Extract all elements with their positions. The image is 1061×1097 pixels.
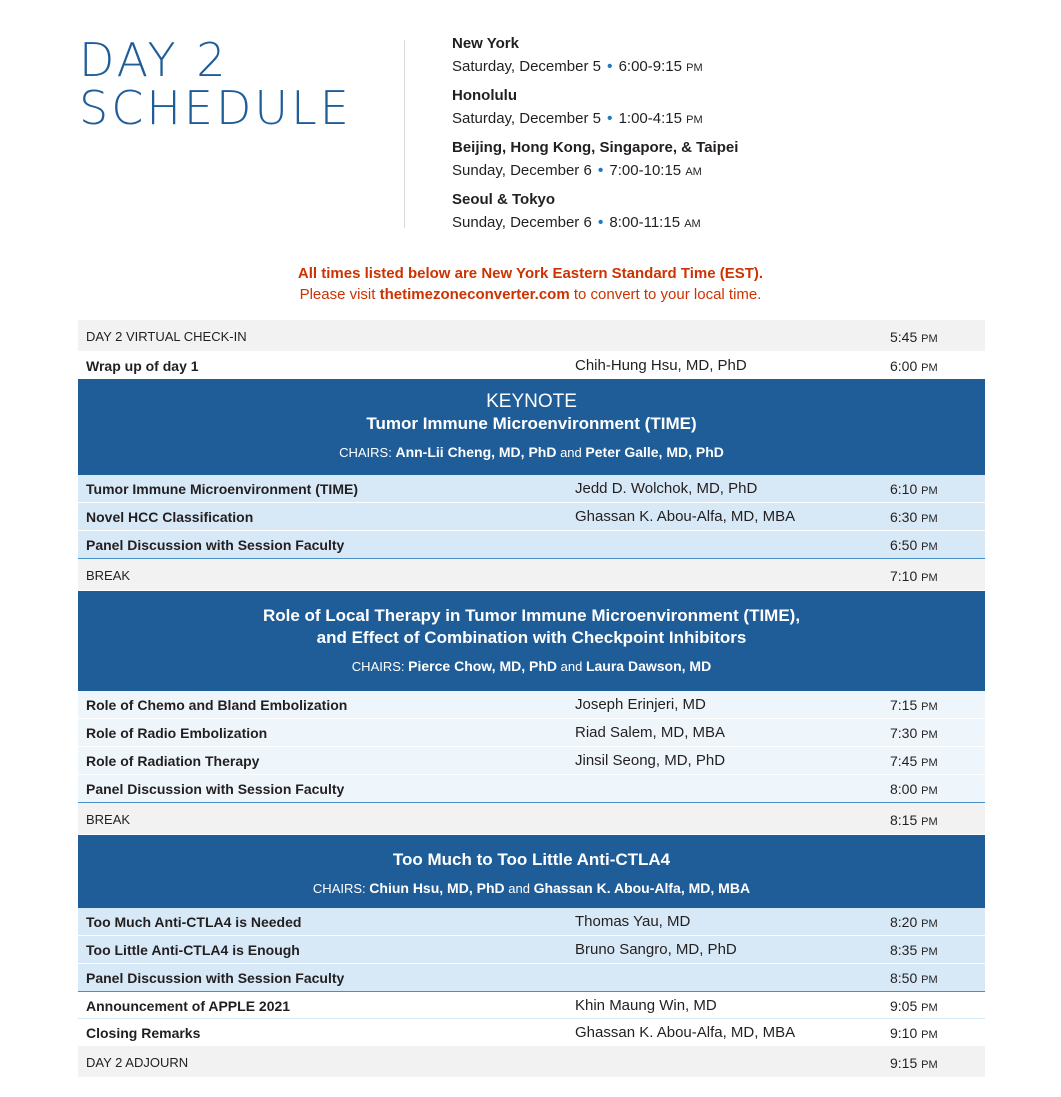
schedule-row-adjourn (78, 1046, 985, 1078)
location-time (452, 210, 1012, 237)
row-time (890, 719, 938, 749)
bullet-dot-icon: • (607, 110, 613, 127)
row-speaker: Bruno Sangro, MD, PhD (575, 941, 737, 958)
chairs-and: and (560, 659, 583, 674)
page-title (79, 33, 352, 135)
row-title: Role of Chemo and Bland Embolization (86, 697, 348, 713)
location-ampm: AM (685, 166, 702, 178)
vertical-divider (404, 40, 405, 228)
row-time (890, 531, 938, 561)
time-value: 7:10 (890, 568, 918, 584)
location-beijing (452, 138, 1012, 190)
row-speaker: Joseph Erinjeri, MD (575, 696, 706, 713)
time-ampm: PM (921, 701, 938, 713)
time-ampm: PM (921, 1029, 938, 1041)
time-value: 7:30 (890, 725, 918, 741)
page-title-line-2: SCHEDULE (79, 81, 352, 135)
schedule-row-announcement (78, 992, 985, 1019)
schedule-row-panel (78, 775, 985, 803)
row-title: DAY 2 VIRTUAL CHECK-IN (86, 329, 247, 344)
schedule-table (78, 320, 985, 1078)
chair-2: Laura Dawson, MD (585, 658, 712, 674)
time-ampm: PM (921, 333, 938, 345)
session-header-local-therapy (78, 591, 985, 691)
time-value: 8:50 (890, 970, 918, 986)
session-header-keynote (78, 379, 985, 475)
row-time (890, 803, 938, 839)
session-header-anti-ctla4 (78, 835, 985, 908)
chairs-and: and (560, 445, 582, 460)
row-time (890, 992, 938, 1022)
notice-suffix: to convert to your local time. (569, 286, 762, 303)
time-value: 7:45 (890, 753, 918, 769)
chairs-and: and (508, 881, 530, 896)
row-time (890, 559, 938, 595)
time-ampm: PM (921, 513, 938, 525)
row-speaker: Jedd D. Wolchok, MD, PhD (575, 480, 758, 497)
row-time (890, 475, 938, 505)
session-label: KEYNOTE (486, 391, 577, 412)
time-value: 7:15 (890, 697, 918, 713)
row-speaker: Khin Maung Win, MD (575, 997, 717, 1014)
timezone-converter-note (0, 286, 1061, 303)
time-value: 9:05 (890, 998, 918, 1014)
schedule-row-panel (78, 531, 985, 559)
session-title: Too Much to Too Little Anti-CTLA4 (392, 850, 671, 869)
location-time (452, 158, 1012, 185)
session-chairs (78, 877, 985, 900)
row-speaker: Riad Salem, MD, MBA (575, 724, 726, 741)
location-city: Honolulu (452, 87, 517, 104)
row-time (890, 908, 938, 938)
row-speaker: Chih-Hung Hsu, MD, PhD (575, 357, 747, 374)
row-title: Panel Discussion with Session Faculty (86, 970, 345, 986)
row-title: DAY 2 ADJOURN (86, 1055, 189, 1070)
schedule-row-closing (78, 1019, 985, 1046)
time-value: 8:20 (890, 914, 918, 930)
row-time (890, 964, 938, 994)
chair-1: Chiun Hsu, MD, PhD (369, 880, 505, 896)
schedule-row-talk (78, 908, 985, 936)
location-ampm: PM (686, 114, 703, 126)
location-date: Sunday, December 6 (452, 214, 592, 231)
notice-prefix: Please visit (299, 286, 380, 303)
schedule-row-talk (78, 747, 985, 775)
row-time (890, 691, 938, 721)
bullet-dot-icon: • (607, 58, 613, 75)
row-title: Novel HCC Classification (86, 509, 254, 525)
time-ampm: PM (921, 946, 938, 958)
schedule-row-talk (78, 691, 985, 719)
time-value: 6:10 (890, 481, 918, 497)
location-hours: 8:00-11:15 (609, 214, 681, 231)
schedule-row-talk (78, 719, 985, 747)
chair-1: Pierce Chow, MD, PhD (408, 658, 557, 674)
schedule-row-break (78, 803, 985, 835)
row-time (890, 320, 938, 356)
row-title: Tumor Immune Microenvironment (TIME) (86, 481, 358, 497)
time-value: 6:50 (890, 537, 918, 553)
time-ampm: PM (921, 816, 938, 828)
row-time (890, 352, 938, 382)
location-city: Seoul & Tokyo (452, 191, 556, 208)
time-ampm: PM (921, 541, 938, 553)
chairs-label: CHAIRS: (339, 445, 392, 460)
timezone-notice: All times listed below are New York Eastern Standard Time (EST). (297, 265, 764, 282)
row-title: Panel Discussion with Session Faculty (86, 537, 345, 553)
location-ampm: PM (686, 62, 703, 74)
schedule-row-wrapup (78, 352, 985, 379)
location-ampm: AM (684, 218, 701, 230)
row-speaker: Thomas Yau, MD (575, 913, 691, 930)
time-ampm: PM (921, 729, 938, 741)
session-title: Tumor Immune Microenvironment (TIME) (366, 414, 697, 433)
time-ampm: PM (921, 362, 938, 374)
row-title: BREAK (86, 568, 131, 583)
schedule-row-break (78, 559, 985, 591)
row-title: Panel Discussion with Session Faculty (86, 781, 345, 797)
row-time (890, 503, 938, 533)
bullet-dot-icon: • (597, 162, 604, 179)
row-title: Closing Remarks (86, 1025, 201, 1041)
row-speaker: Ghassan K. Abou-Alfa, MD, MBA (575, 1024, 796, 1041)
time-ampm: PM (921, 1002, 938, 1014)
chair-1: Ann-Lii Cheng, MD, PhD (395, 444, 557, 460)
time-ampm: PM (921, 485, 938, 497)
schedule-row-talk (78, 503, 985, 531)
row-speaker: Ghassan K. Abou-Alfa, MD, MBA (575, 508, 796, 525)
schedule-row-panel (78, 964, 985, 992)
location-date: Sunday, December 6 (452, 162, 592, 179)
location-city: Beijing, Hong Kong, Singapore, & Taipei (452, 139, 739, 156)
session-title-line-2: and Effect of Combination with Checkpoint Inhibitors (316, 628, 747, 647)
location-hours: 7:00-10:15 (609, 162, 682, 179)
chairs-label: CHAIRS: (351, 659, 405, 674)
row-title: Wrap up of day 1 (86, 358, 199, 374)
location-honolulu (452, 86, 1012, 138)
time-value: 9:15 (890, 1055, 918, 1071)
time-value: 8:00 (890, 781, 918, 797)
row-time (890, 936, 938, 966)
location-date: Saturday, December 5 (452, 58, 601, 75)
time-value: 9:10 (890, 1025, 918, 1041)
row-time (890, 775, 938, 805)
location-hours: 6:00-9:15 (618, 58, 682, 75)
time-value: 6:00 (890, 358, 918, 374)
location-times (452, 34, 1012, 242)
session-title-line-1: Role of Local Therapy in Tumor Immune Microenvironment (TIME), (262, 606, 801, 625)
page-title-line-1: DAY 2 (79, 33, 229, 87)
time-ampm: PM (921, 757, 938, 769)
time-ampm: PM (921, 974, 938, 986)
time-value: 6:30 (890, 509, 918, 525)
location-time (452, 106, 1012, 133)
time-ampm: PM (921, 572, 938, 584)
chair-2: Peter Galle, MD, PhD (585, 444, 724, 460)
schedule-row-talk (78, 936, 985, 964)
time-ampm: PM (921, 918, 938, 930)
row-title: Announcement of APPLE 2021 (86, 998, 291, 1014)
location-seoul-tokyo (452, 190, 1012, 242)
session-chairs (78, 441, 985, 464)
location-time (452, 54, 1012, 81)
timezone-converter-link[interactable]: thetimezoneconverter.com (379, 286, 570, 303)
row-title: Role of Radiation Therapy (86, 753, 260, 769)
location-city: New York (452, 35, 519, 52)
bullet-dot-icon: • (597, 214, 604, 231)
row-title: Role of Radio Embolization (86, 725, 268, 741)
row-title: BREAK (86, 812, 131, 827)
location-new-york (452, 34, 1012, 86)
time-value: 8:15 (890, 812, 918, 828)
schedule-row-talk (78, 475, 985, 503)
session-chairs (78, 655, 985, 678)
row-time (890, 1019, 938, 1049)
chairs-label: CHAIRS: (312, 881, 366, 896)
chair-2: Ghassan K. Abou-Alfa, MD, MBA (533, 880, 751, 896)
time-value: 5:45 (890, 329, 918, 345)
row-title: Too Much Anti-CTLA4 is Needed (86, 914, 302, 930)
location-date: Saturday, December 5 (452, 110, 601, 127)
row-speaker: Jinsil Seong, MD, PhD (575, 752, 726, 769)
time-ampm: PM (921, 1059, 938, 1071)
row-time (890, 747, 938, 777)
row-title: Too Little Anti-CTLA4 is Enough (86, 942, 300, 958)
row-time (890, 1046, 938, 1082)
time-ampm: PM (921, 785, 938, 797)
location-hours: 1:00-4:15 (618, 110, 682, 127)
time-value: 8:35 (890, 942, 918, 958)
schedule-row-checkin (78, 320, 985, 352)
